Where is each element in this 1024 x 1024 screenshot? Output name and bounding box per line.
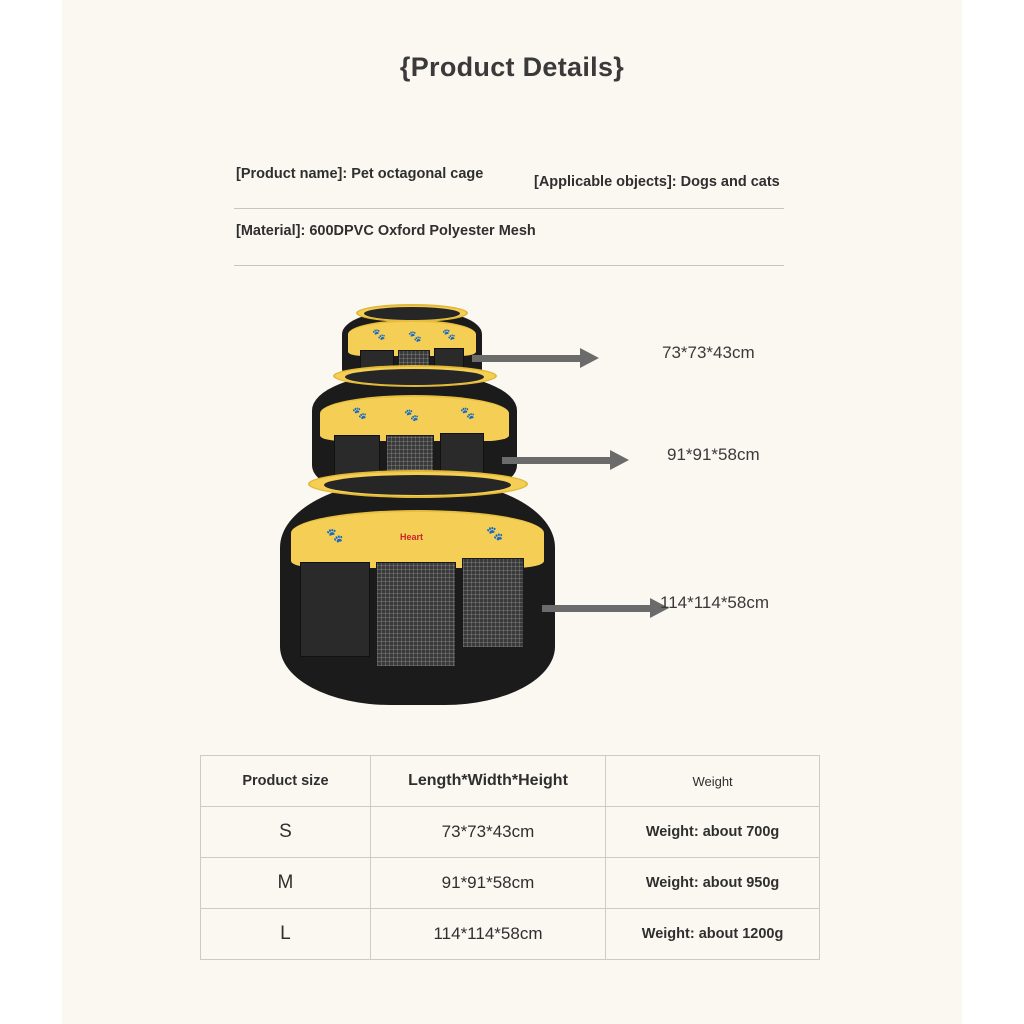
cell-dimensions: 91*91*58cm	[370, 858, 605, 909]
paw-icon: 🐾	[486, 525, 504, 541]
paw-icon: 🐾	[460, 406, 475, 420]
callout-size-small: 73*73*43cm	[662, 343, 755, 362]
paw-icon: 🐾	[404, 408, 419, 422]
cage-mesh-panel	[462, 558, 524, 648]
table-row	[201, 807, 820, 858]
spec-block	[234, 152, 784, 266]
cell-size: L	[201, 909, 371, 960]
material-text: [Material]: 600DPVC Oxford Polyester Mesh	[236, 223, 536, 239]
cell-dimensions: 73*73*43cm	[370, 807, 605, 858]
table-row	[201, 858, 820, 909]
applicable-objects-text: [Applicable objects]: Dogs and cats	[534, 174, 780, 190]
callout-arrow-large	[542, 605, 652, 612]
header-dimensions: Length*Width*Height	[370, 756, 605, 807]
divider	[234, 265, 784, 266]
callout-size-medium: 91*91*58cm	[667, 445, 760, 464]
cell-weight: Weight: about 950g	[606, 858, 820, 909]
paw-icon: 🐾	[352, 406, 367, 420]
cage-rim-inner	[364, 307, 459, 320]
cage-mesh-panel	[376, 562, 456, 667]
spec-row-name	[234, 152, 784, 209]
cage-panel	[300, 562, 370, 657]
cell-weight: Weight: about 1200g	[606, 909, 820, 960]
paw-icon: 🐾	[372, 329, 386, 341]
size-table	[200, 755, 820, 960]
product-illustration	[202, 295, 542, 745]
header-weight: Weight	[606, 756, 820, 807]
cell-size: S	[201, 807, 371, 858]
table-row	[201, 909, 820, 960]
cage-rim-inner	[345, 369, 484, 385]
callout-size-large: 114*114*58cm	[660, 593, 770, 612]
product-details-page	[62, 0, 962, 1024]
cell-weight: Weight: about 700g	[606, 807, 820, 858]
callout-arrow-small	[472, 355, 582, 362]
paw-icon: 🐾	[408, 331, 422, 343]
paw-icon: 🐾	[326, 527, 344, 543]
header-product-size: Product size	[201, 756, 371, 807]
cell-size: M	[201, 858, 371, 909]
spec-row-material	[234, 209, 784, 266]
page-title: {Product Details}	[399, 52, 625, 82]
table-header-row	[201, 756, 820, 807]
callout-arrow-medium	[502, 457, 612, 464]
cage-large	[280, 480, 555, 705]
cell-dimensions: 114*114*58cm	[370, 909, 605, 960]
paw-icon: 🐾	[442, 329, 456, 341]
product-name-text: [Product name]: Pet octagonal cage	[236, 166, 484, 182]
brand-label: Heart	[400, 532, 424, 542]
cage-rim-inner	[324, 475, 511, 495]
